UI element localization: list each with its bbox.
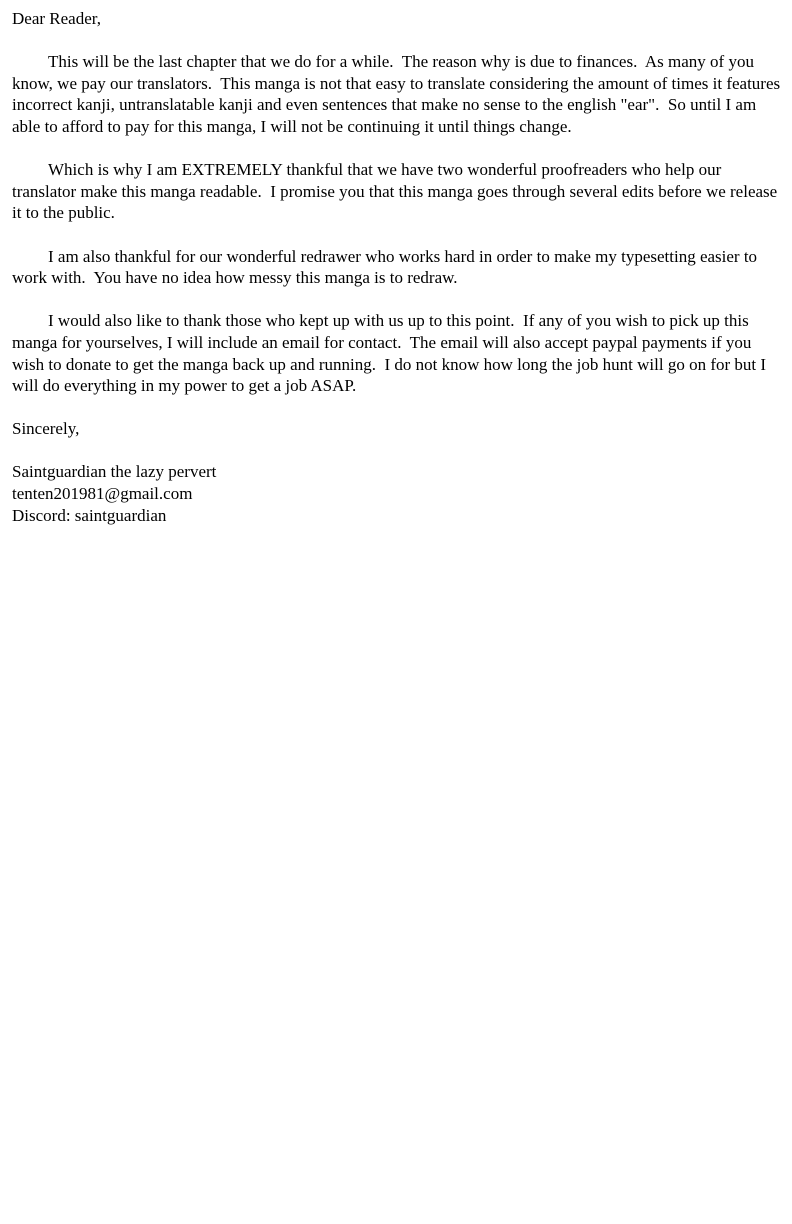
spacer (12, 397, 782, 419)
paragraph-thanks: I would also like to thank those who kept up with us up to this point. If any of you wish to pick up this manga for yourselves, I will include an email for contact. The email will also accept paypal payments if you wish to donate to get the manga back up and running. I do not know how long the job hunt will go on for but I will do everything in my power to get a job ASAP. (12, 311, 771, 396)
spacer (12, 289, 782, 311)
signature-email: tenten201981@gmail.com (12, 484, 193, 504)
paragraph-proofreaders: Which is why I am EXTREMELY thankful that we have two wonderful proofreaders who help our translator make this manga readable. I promise you that this manga goes through several edits before we release it to the public. (12, 160, 782, 223)
spacer (12, 440, 782, 462)
spacer (12, 30, 782, 52)
signature-block (12, 461, 782, 526)
spacer (12, 224, 782, 246)
salutation: Dear Reader, (12, 9, 101, 28)
paragraph-finances: This will be the last chapter that we do for a while. The reason why is due to finances. As many of you know, we pay our translators. This manga is not that easy to translate considering the amount of times it features incorrect kanji, untranslatable kanji and even sentences that make no sense to the english "ear". So until I am able to afford to pay for this manga, I will not be continuing it until things change. (12, 52, 785, 136)
signature-discord: Discord: saintguardian (12, 505, 167, 525)
closing: Sincerely, (12, 419, 80, 439)
signature-name: Saintguardian the lazy pervert (12, 462, 217, 482)
paragraph-redrawer: I am also thankful for our wonderful redrawer who works hard in order to make my typesetting easier to work with. You have no idea how messy this manga is to redraw. (12, 246, 762, 288)
spacer (12, 138, 782, 160)
letter-document (12, 8, 785, 526)
